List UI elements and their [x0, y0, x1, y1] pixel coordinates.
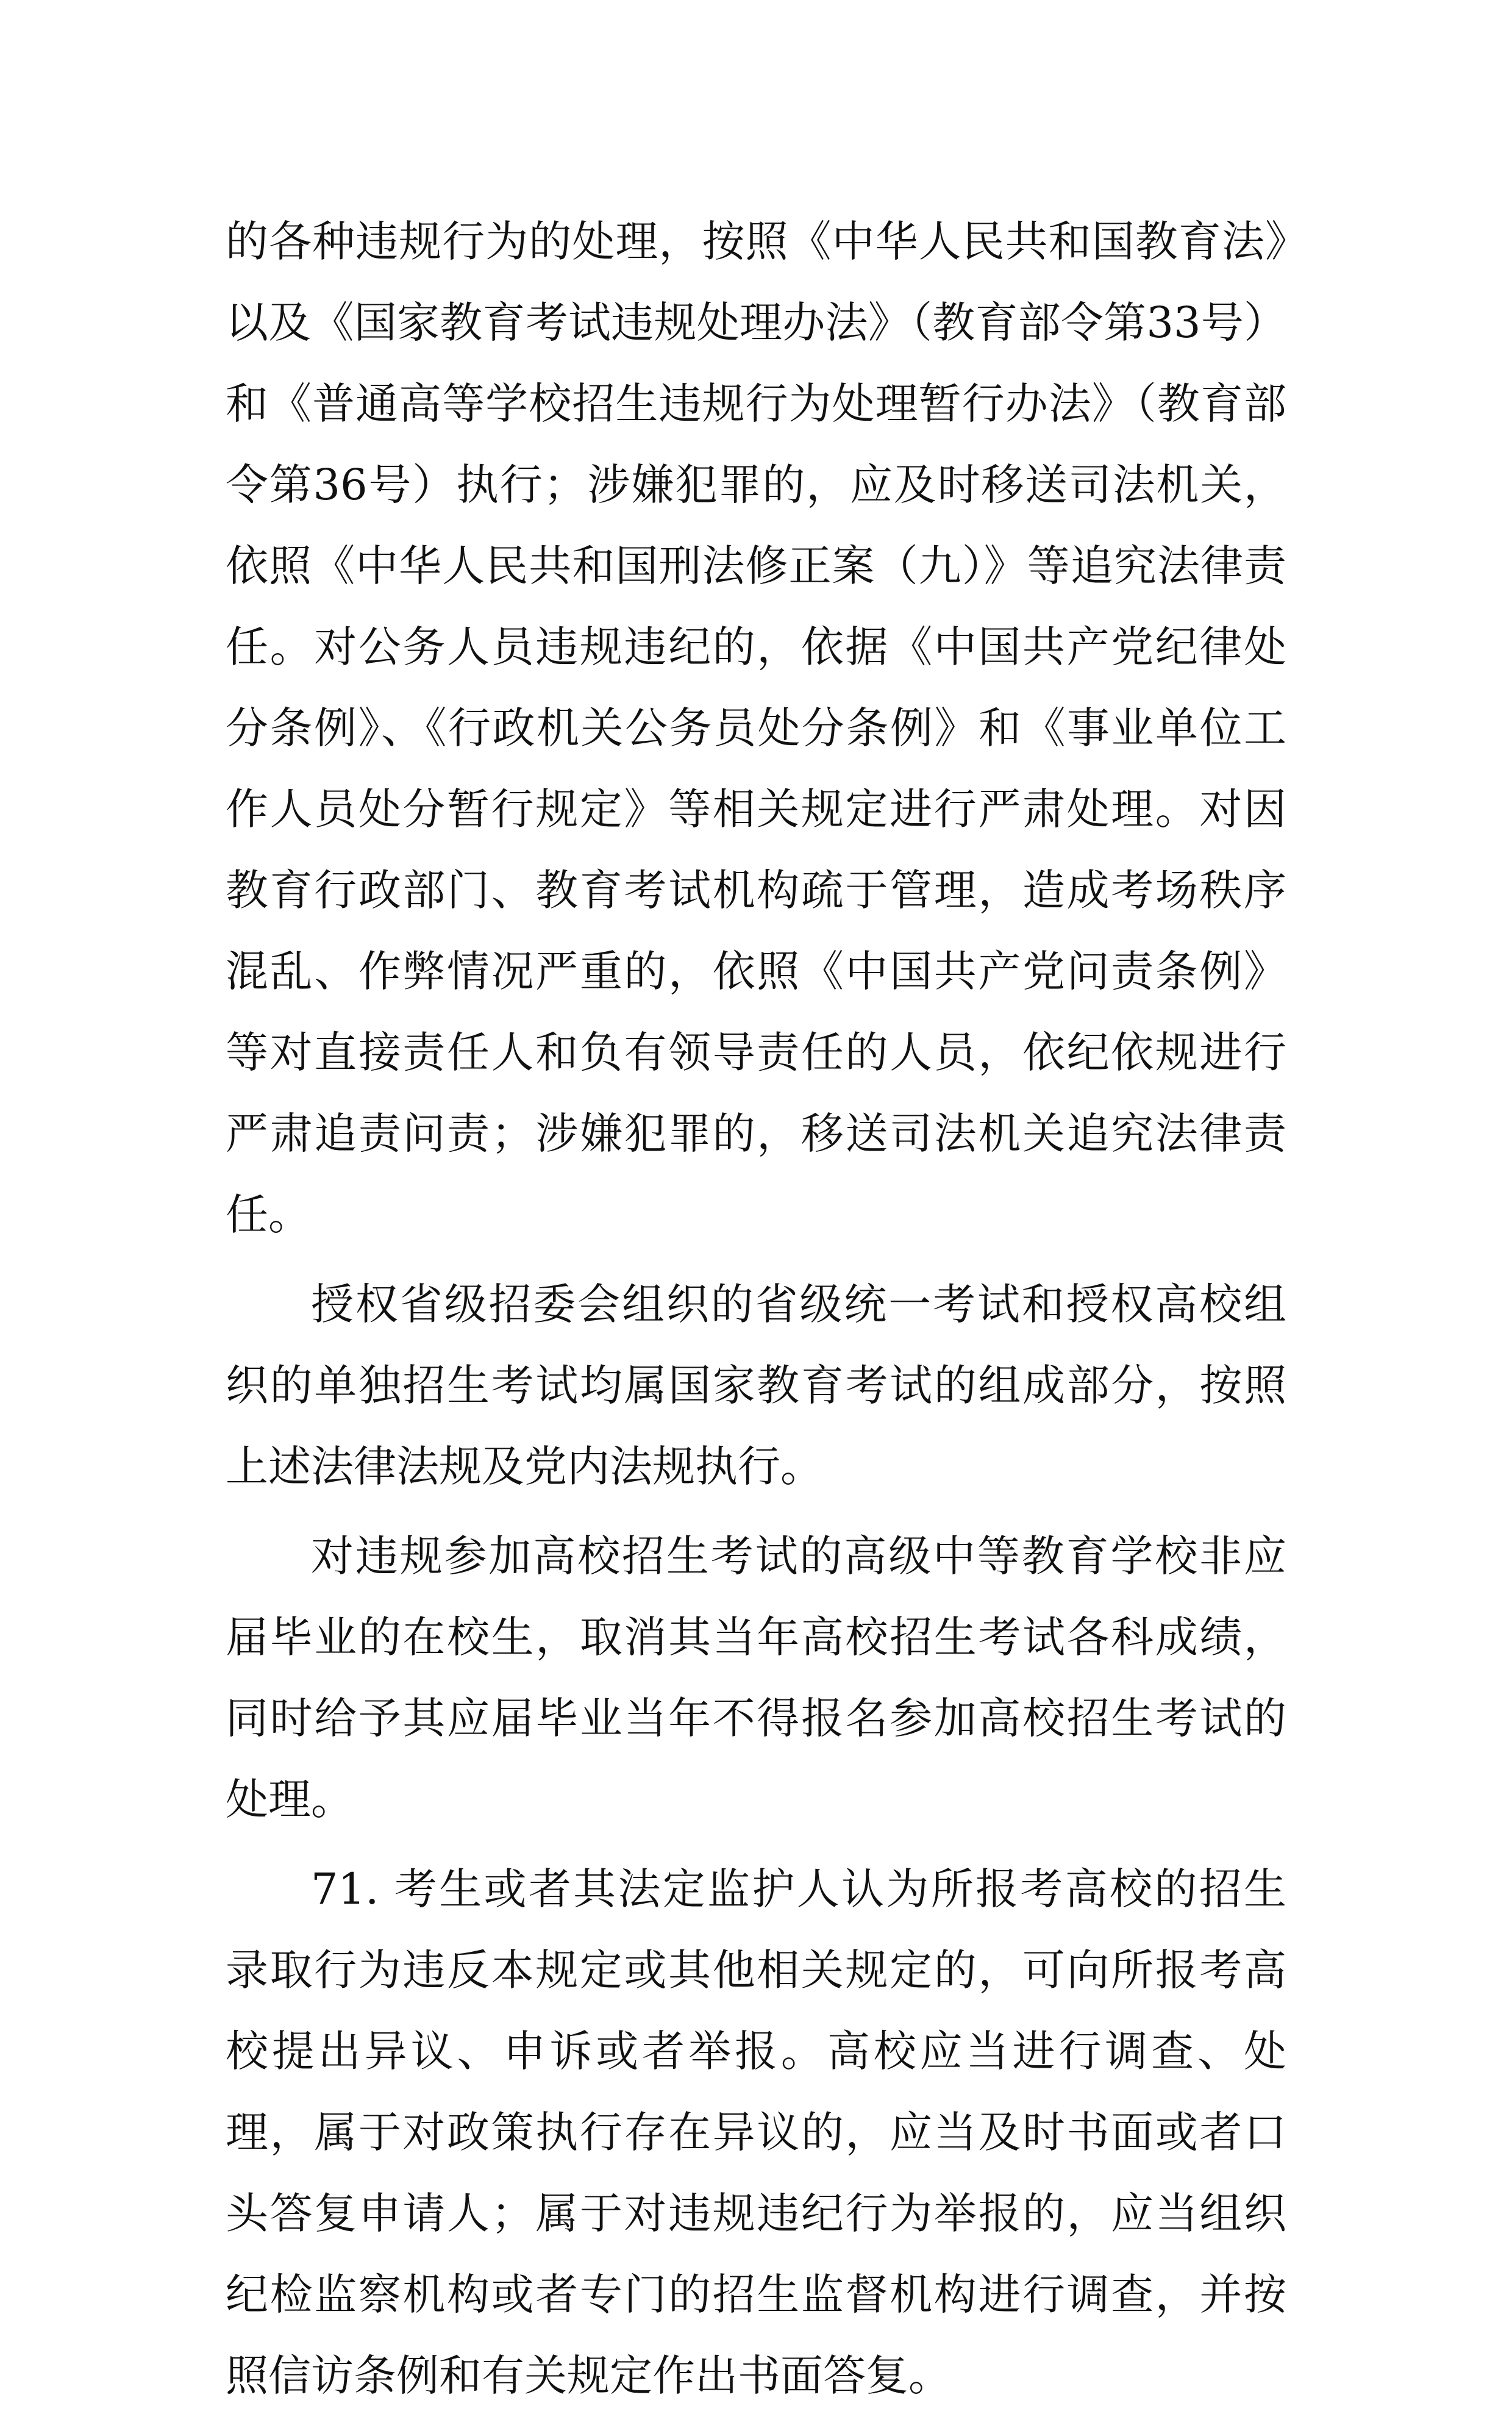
paragraph-authorized-exams: 授权省级招委会组织的省级统一考试和授权高校组织的单独招生考试均属国家教育考试的组成部分，按照上述法律法规及党内法规执行。 [226, 1279, 1286, 1491]
paragraph-violation-handling: 的各种违规行为的处理，按照《中华人民共和国教育法》以及《国家教育考试违规处理办法》（教育部令第33号）和《普通高等学校招生违规行为处理暂行办法》（教育部令第36号）执行；涉嫌犯罪的，应及时移送司法机关，依照《中华人民共和国刑法修正案（九）》等追究法律责任。对公务人员违规违纪的，依据《中国共产党纪律处分条例》、《行政机关公务员处分条例》和《事业单位工作人员处分暂行规定》等相关规定进行严肃处理。对因教育行政部门、教育考试机构疏于管理，造成考场秩序混乱、作弊情况严重的，依照《中国共产党问责条例》等对直接责任人和负有领导责任的人员，依纪依规进行严肃追责问责；涉嫌犯罪的，移送司法机关追究法律责任。 [226, 216, 1286, 1240]
paragraph-non-graduating-students: 对违规参加高校招生考试的高级中等教育学校非应届毕业的在校生，取消其当年高校招生考试各科成绩，同时给予其应届毕业当年不得报名参加高校招生考试的处理。 [226, 1531, 1286, 1824]
document-body [226, 201, 1286, 2425]
paragraph-article-71: 71. 考生或者其法定监护人认为所报考高校的招生录取行为违反本规定或其他相关规定的，可向所报考高校提出异议、申诉或者举报。高校应当进行调查、处理，属于对政策执行存在异议的，应当及时书面或者口头答复申请人；属于对违规违纪行为举报的，应当组织纪检监察机构或者专门的招生监督机构进行调查，并按照信访条例和有关规定作出书面答复。 [226, 1864, 1286, 2401]
